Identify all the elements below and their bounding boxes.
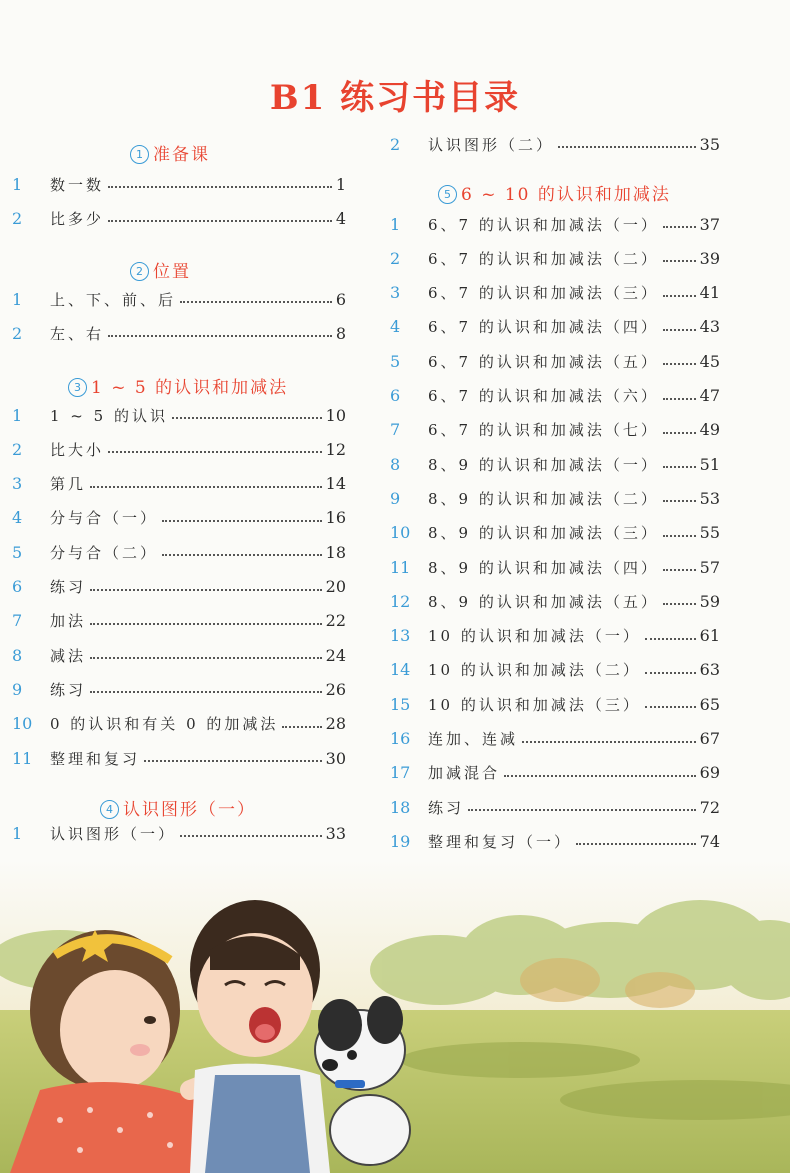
toc-item-number: 1 (12, 405, 23, 425)
toc-item-page: 28 (325, 714, 346, 734)
toc-item-number: 17 (390, 763, 411, 783)
toc-item (390, 131, 720, 157)
toc-item-page: 6 (335, 289, 346, 309)
toc-item (12, 676, 346, 702)
unit-title: 6 ~ 10 的认识和加减法 (461, 185, 671, 205)
toc-item (390, 520, 720, 546)
toc-item-number: 11 (12, 748, 33, 768)
dot-leader (663, 466, 696, 468)
dot-leader (663, 329, 696, 331)
dot-leader (645, 706, 696, 708)
toc-item-label: 8、9 的认识和加减法（二） (428, 489, 659, 508)
dot-leader (663, 432, 696, 434)
toc-item-number: 1 (390, 214, 401, 234)
toc-item (390, 623, 720, 649)
toc-item-page: 72 (699, 797, 720, 817)
toc-item-page: 4 (335, 208, 346, 228)
dot-leader (663, 569, 696, 571)
toc-item (390, 485, 720, 511)
toc-item-number: 2 (390, 134, 401, 154)
dot-leader (282, 726, 321, 728)
dot-leader (522, 741, 696, 743)
dot-leader (108, 220, 332, 222)
toc-item (390, 451, 720, 477)
page-title: B1 练习书目录 (269, 78, 521, 118)
toc-item-page: 65 (699, 694, 720, 714)
toc-item-number: 1 (12, 289, 23, 309)
unit-heading (130, 140, 210, 165)
toc-item-page: 20 (325, 577, 346, 596)
toc-item-label: 8、9 的认识和加减法（五） (428, 592, 659, 611)
unit-number-badge: 3 (68, 378, 87, 397)
unit-title: 位置 (153, 262, 191, 282)
toc-item-label: 认识图形（二） (428, 135, 555, 154)
toc-item-number: 3 (12, 474, 23, 494)
toc-item-page: 12 (325, 439, 346, 459)
toc-item-number: 9 (390, 488, 401, 508)
toc-item-page: 16 (325, 508, 346, 528)
unit-heading (68, 373, 288, 398)
toc-item-label: 练习 (50, 578, 87, 596)
toc-item-label: 连加、连减 (428, 730, 519, 748)
toc-item (12, 505, 346, 531)
toc-item-page: 74 (699, 831, 720, 851)
toc-item-page: 57 (699, 557, 720, 577)
toc-item-label: 比多少 (50, 209, 105, 228)
dot-leader (645, 638, 696, 640)
toc-item (390, 828, 720, 854)
unit-title: 准备课 (153, 145, 210, 165)
dot-leader (468, 809, 696, 811)
toc-item-label: 0 的认识和有关 0 的加减法 (50, 715, 279, 734)
toc-item (390, 794, 720, 820)
dot-leader (663, 535, 696, 537)
toc-item-page: 24 (325, 645, 346, 665)
toc-item-label: 10 的认识和加减法（二） (428, 661, 641, 680)
toc-item-page: 33 (325, 823, 346, 843)
toc-item-page: 37 (699, 214, 720, 234)
toc-item-label: 6、7 的认识和加减法（三） (428, 284, 659, 303)
toc-item-page: 10 (325, 405, 346, 425)
toc-item (390, 314, 720, 340)
toc-item-page: 63 (699, 660, 720, 680)
toc-item-number: 2 (12, 323, 23, 343)
unit-heading (100, 795, 256, 820)
toc-item (12, 471, 346, 497)
unit-number-badge: 2 (130, 262, 149, 281)
toc-item-page: 51 (699, 454, 720, 474)
toc-item-number: 8 (390, 454, 401, 474)
toc-item-page: 49 (699, 420, 720, 440)
toc-item-page: 67 (699, 729, 720, 748)
dot-leader (663, 500, 696, 502)
toc-item-page: 45 (699, 351, 720, 371)
toc-item-label: 认识图形（一） (50, 824, 177, 843)
toc-item-page: 18 (325, 542, 346, 562)
dot-leader (108, 451, 322, 453)
toc-item-number: 6 (12, 577, 23, 596)
dot-leader (645, 672, 696, 674)
toc-item (390, 691, 720, 717)
dot-leader (90, 657, 322, 659)
toc-item-page: 26 (325, 679, 346, 699)
toc-item-label: 6、7 的认识和加减法（七） (428, 421, 659, 440)
toc-item-page: 53 (699, 488, 720, 508)
dot-leader (663, 260, 696, 262)
toc-item-number: 1 (12, 823, 23, 843)
unit-heading (438, 180, 671, 205)
toc-item (12, 642, 346, 668)
dot-leader (558, 146, 696, 148)
dot-leader (663, 226, 696, 228)
toc-item-number: 5 (390, 351, 401, 371)
toc-item-label: 整理和复习 (50, 749, 141, 768)
toc-item-page: 55 (699, 523, 720, 543)
toc-item (12, 574, 346, 600)
toc-item (12, 320, 346, 346)
toc-item (12, 711, 346, 737)
toc-item-label: 10 的认识和加减法（三） (428, 695, 641, 714)
dot-leader (90, 589, 322, 591)
toc-item (12, 402, 346, 428)
toc-item (390, 657, 720, 683)
toc-item (390, 383, 720, 409)
dot-leader (90, 486, 322, 488)
toc-item-label: 6、7 的认识和加减法（二） (428, 249, 659, 268)
dot-leader (162, 554, 322, 556)
dot-leader (180, 301, 332, 303)
toc-item-number: 14 (390, 660, 411, 680)
dot-leader (663, 363, 696, 365)
toc-item-number: 15 (390, 694, 411, 714)
toc-item (12, 745, 346, 771)
toc-item-label: 分与合（二） (50, 543, 159, 562)
unit-title: 认识图形（一） (123, 800, 256, 820)
toc-item-page: 39 (699, 248, 720, 268)
cover-illustration (0, 860, 790, 1173)
toc-item-page: 14 (325, 474, 346, 494)
toc-item (12, 171, 346, 197)
toc-item-number: 3 (390, 283, 401, 303)
unit-title: 1 ~ 5 的认识和加减法 (91, 378, 289, 398)
toc-item-number: 13 (390, 626, 411, 646)
dot-leader (663, 398, 696, 400)
toc-item-label: 整理和复习（一） (428, 832, 573, 851)
toc-item (390, 726, 720, 752)
toc-item (390, 348, 720, 374)
toc-item-number: 2 (390, 248, 401, 268)
toc-item (390, 245, 720, 271)
toc-item-label: 左、右 (50, 324, 105, 343)
toc-item-page: 47 (699, 386, 720, 405)
toc-item-label: 6、7 的认识和加减法（六） (428, 387, 659, 405)
toc-item-page: 30 (325, 748, 346, 768)
dot-leader (180, 835, 322, 837)
toc-item-page: 35 (699, 134, 720, 154)
dot-leader (504, 775, 696, 777)
toc-item-label: 6、7 的认识和加减法（四） (428, 318, 659, 337)
toc-item-label: 分与合（一） (50, 509, 159, 528)
toc-item-label: 加法 (50, 612, 87, 631)
toc-item-page: 69 (699, 763, 720, 783)
toc-item (12, 286, 346, 312)
toc-item-number: 10 (12, 714, 33, 734)
unit-number-badge: 5 (438, 185, 457, 204)
toc-item-label: 加减混合 (428, 764, 501, 783)
dot-leader (663, 603, 696, 605)
toc-item-number: 2 (12, 208, 23, 228)
toc-item-label: 减法 (50, 646, 87, 665)
toc-item-label: 8、9 的认识和加减法（三） (428, 524, 659, 543)
toc-item-number: 18 (390, 797, 411, 817)
dot-leader (172, 417, 322, 419)
toc-item-number: 8 (12, 645, 23, 665)
toc-item (12, 436, 346, 462)
toc-item-label: 练习 (428, 798, 465, 817)
dot-leader (144, 760, 322, 762)
unit-number-badge: 1 (130, 145, 149, 164)
dot-leader (576, 843, 696, 845)
toc-item-number: 19 (390, 831, 411, 851)
toc-item (390, 211, 720, 237)
toc-item-page: 61 (699, 626, 720, 646)
toc-item-number: 11 (390, 557, 411, 577)
toc-item-page: 41 (699, 283, 720, 303)
toc-item-label: 10 的认识和加减法（一） (428, 627, 641, 646)
unit-heading (130, 257, 191, 282)
toc-item-label: 6、7 的认识和加减法（一） (428, 215, 659, 234)
dot-leader (90, 691, 322, 693)
toc-item-label: 6、7 的认识和加减法（五） (428, 352, 659, 371)
toc-item-number: 2 (12, 439, 23, 459)
toc-item-label: 1 ~ 5 的认识 (50, 406, 168, 425)
toc-item-number: 10 (390, 523, 411, 543)
toc-item-page: 59 (699, 591, 720, 611)
toc-item-number: 9 (12, 679, 23, 699)
toc-item-number: 6 (390, 386, 401, 405)
toc-item-label: 8、9 的认识和加减法（一） (428, 455, 659, 474)
toc-item-label: 8、9 的认识和加减法（四） (428, 558, 659, 577)
toc-item-page: 1 (335, 174, 346, 194)
toc-item (390, 417, 720, 443)
dot-leader (663, 295, 696, 297)
toc-item-number: 4 (12, 508, 23, 528)
dot-leader (162, 520, 322, 522)
toc-item-label: 数一数 (50, 175, 105, 194)
toc-item-label: 第几 (50, 475, 87, 494)
toc-item-page: 22 (325, 611, 346, 631)
toc-item-number: 5 (12, 542, 23, 562)
toc-item (390, 588, 720, 614)
toc-item-label: 练习 (50, 680, 87, 699)
toc-item (12, 820, 346, 846)
toc-item-number: 7 (390, 420, 401, 440)
toc-item (390, 760, 720, 786)
toc-item-label: 比大小 (50, 440, 105, 459)
toc-item-number: 12 (390, 591, 411, 611)
toc-item-page: 43 (699, 317, 720, 337)
toc-item-number: 4 (390, 317, 401, 337)
toc-item (12, 539, 346, 565)
dot-leader (90, 623, 322, 625)
toc-item-number: 1 (12, 174, 23, 194)
toc-item-number: 7 (12, 611, 23, 631)
toc-item-number: 16 (390, 729, 411, 748)
toc-item-label: 上、下、前、后 (50, 290, 177, 309)
toc-item (12, 608, 346, 634)
dot-leader (108, 186, 332, 188)
toc-item (12, 205, 346, 231)
dot-leader (108, 335, 332, 337)
toc-item-page: 8 (335, 323, 346, 343)
unit-number-badge: 4 (100, 800, 119, 819)
toc-item (390, 554, 720, 580)
toc-item (390, 280, 720, 306)
